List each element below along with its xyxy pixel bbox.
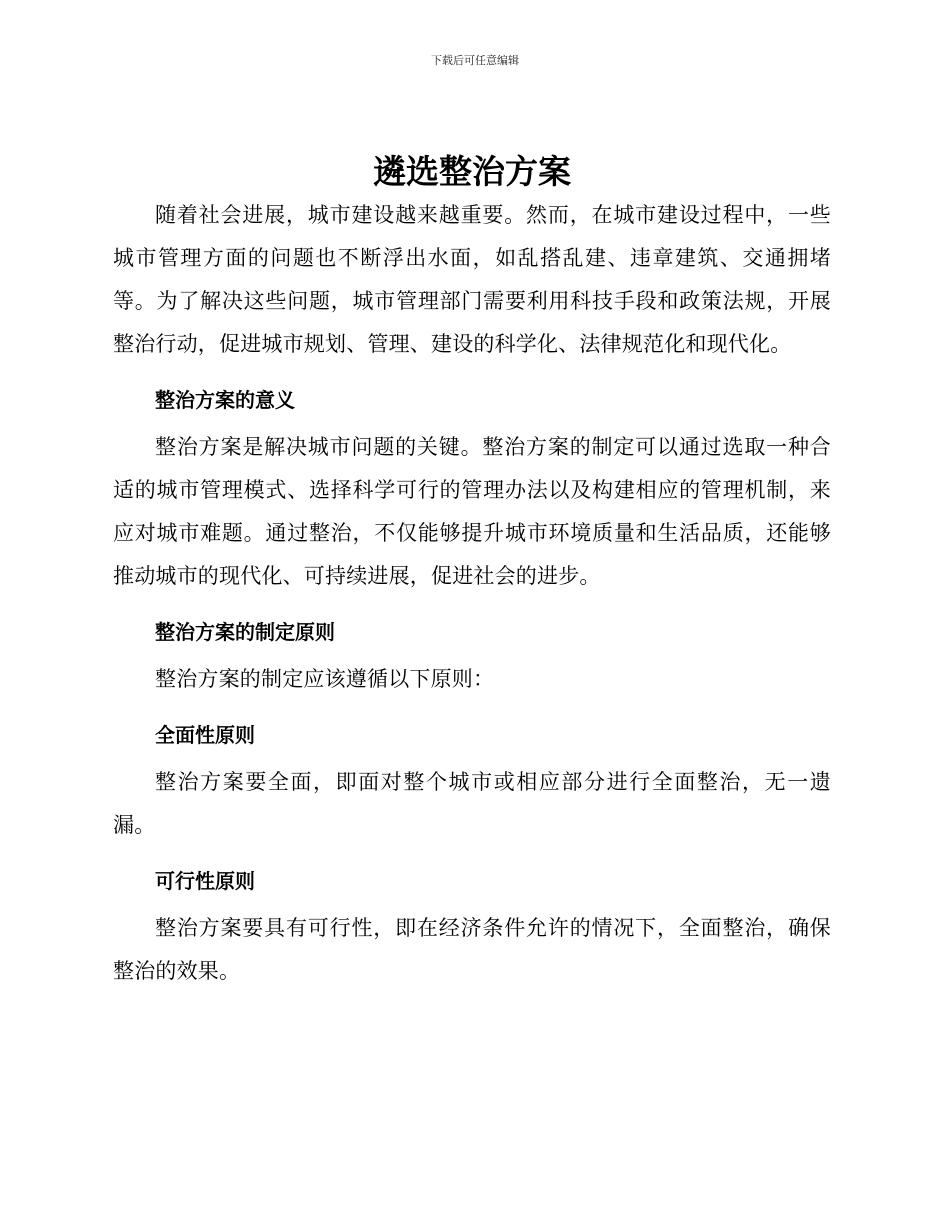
section-heading-significance: 整治方案的意义 — [155, 388, 295, 412]
spacer — [113, 701, 831, 709]
section-heading-comprehensiveness: 全面性原则 — [155, 723, 255, 747]
section-heading-feasibility: 可行性原则 — [155, 869, 255, 893]
section-body-significance: 整治方案是解决城市问题的关键。整治方案的制定可以通过选取一种合适的城市管理模式、选择科学可行的管理办法以及构建相应的管理机制，来应对城市难题。通过整治，不仅能够提升城市环境质量和生活品质，还能够推动城市的现代化、可持续进展，促进社会的进步。 — [113, 435, 831, 588]
spacer — [113, 366, 831, 374]
spacer — [113, 598, 831, 606]
intro-paragraph: 随着社会进展，城市建设越来越重要。然而，在城市建设过程中，一些城市管理方面的问题也不断浮出水面，如乱搭乱建、违章建筑、交通拥堵等。为了解决这些问题，城市管理部门需要利用科技手段和政策法规，开展整治行动，促进城市规划、管理、建设的科学化、法律规范化和现代化。 — [113, 203, 831, 356]
spacer — [113, 847, 831, 855]
document-title: 遴选整治方案 — [373, 152, 571, 191]
section-heading-principles: 整治方案的制定原则 — [155, 620, 335, 644]
section-body-principles: 整治方案的制定应该遵循以下原则： — [155, 667, 495, 691]
document-body — [113, 150, 831, 993]
page-header-note: 下载后可任意编辑 — [431, 54, 519, 67]
section-body-feasibility: 整治方案要具有可行性，即在经济条件允许的情况下，全面整治，确保整治的效果。 — [113, 916, 831, 983]
section-body-comprehensiveness: 整治方案要全面，即面对整个城市或相应部分进行全面整治，无一遗漏。 — [113, 770, 831, 837]
